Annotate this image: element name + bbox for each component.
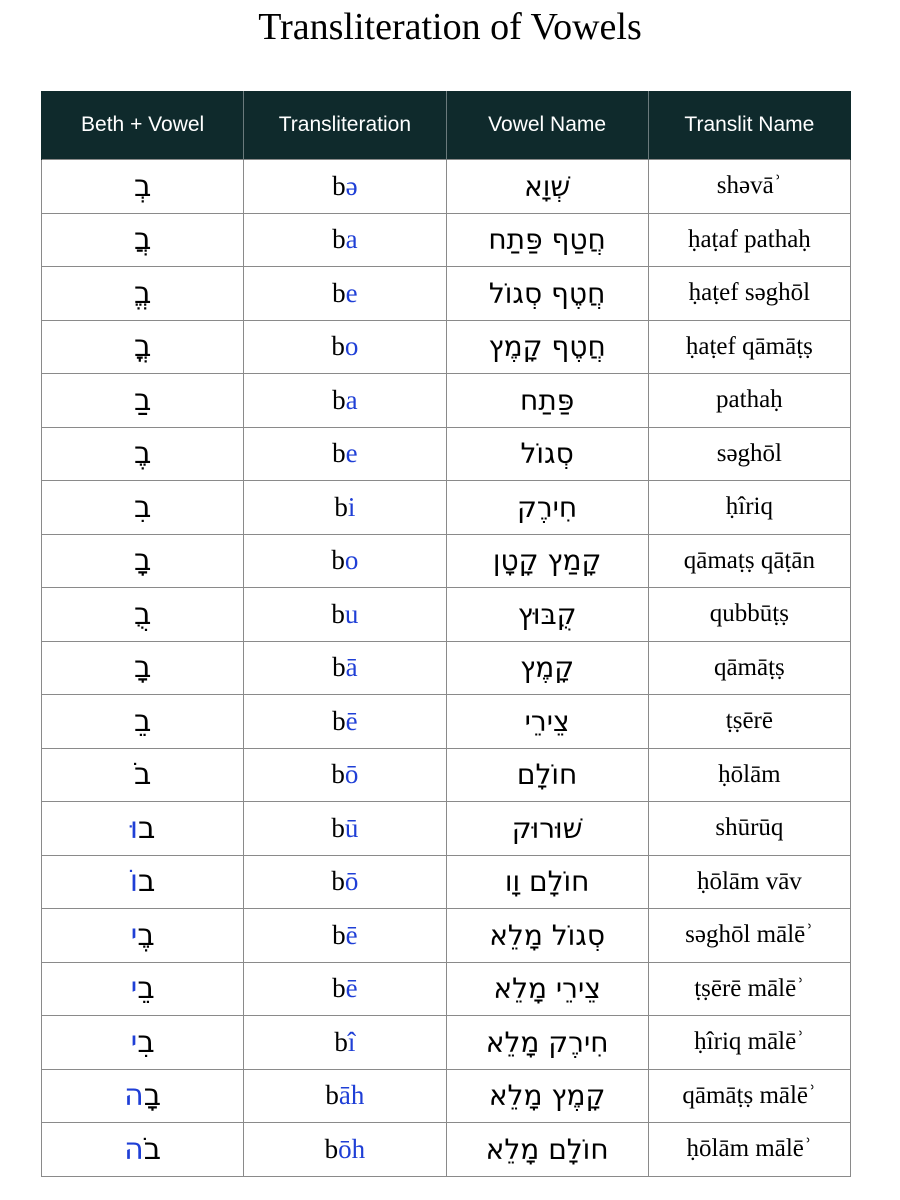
vowel-name-hebrew: חִירֶק (517, 490, 578, 524)
transliteration-cell (244, 588, 446, 642)
beth-vowel-glyph (130, 864, 156, 899)
vowel-name-cell (446, 1069, 648, 1123)
vowel-letter: וֹ (129, 864, 139, 900)
transliteration-cell (244, 695, 446, 749)
beth-vowel-cell (42, 641, 244, 695)
translit-vowel: a (345, 224, 358, 255)
transliteration-cell (244, 748, 446, 802)
vowel-name-cell (446, 534, 648, 588)
transliteration-cell (244, 962, 446, 1016)
translit-vowel: āh (338, 1080, 365, 1111)
translit-name-cell: ḥîriq (648, 481, 850, 535)
translit-vowel: e (345, 277, 358, 308)
beth-letter: בֹ (133, 757, 152, 793)
translit-name-cell: ḥaṭaf pathaḥ (648, 213, 850, 267)
translit-vowel: ē (345, 973, 358, 1004)
translit-consonant: b (324, 1133, 339, 1164)
vowel-letter: י (130, 1024, 138, 1060)
translit-name-cell: qāmaṭṣ qāṭān (648, 534, 850, 588)
beth-vowel-cell (42, 909, 244, 963)
vowel-name-cell (446, 695, 648, 749)
beth-vowel-cell (42, 481, 244, 535)
beth-letter: בֶ (133, 436, 152, 472)
table-row (42, 909, 851, 963)
beth-letter: בַ (133, 382, 152, 418)
translit-vowel: ə (345, 170, 358, 201)
translit-vowel: o (344, 331, 359, 362)
vowel-name-cell (446, 748, 648, 802)
table-row (42, 588, 851, 642)
translit-name-cell: qāmāṭṣ mālēʾ (648, 1069, 850, 1123)
transliteration-cell (244, 481, 446, 535)
beth-vowel-glyph (134, 704, 151, 739)
translit-consonant: b (334, 1026, 348, 1057)
table-row (42, 213, 851, 267)
vowel-letter: ה (124, 1078, 144, 1114)
translit-name-cell: qubbūṭṣ (648, 588, 850, 642)
header-vowel-name: Vowel Name (446, 91, 648, 160)
vowel-name-cell (446, 641, 648, 695)
transliteration-cell (244, 320, 446, 374)
translit-vowel: ā (345, 652, 358, 683)
vowel-name-hebrew: שְׁוָא (524, 169, 571, 203)
vowel-letter: ה (124, 1131, 144, 1167)
beth-vowel-glyph (134, 169, 151, 204)
beth-vowel-glyph (134, 650, 151, 685)
beth-vowel-cell (42, 534, 244, 588)
vowel-name-cell (446, 1016, 648, 1070)
vowel-name-hebrew: צֵירֵי מָלֵא (493, 972, 601, 1006)
vowel-name-hebrew: חוֹלָם (516, 758, 578, 792)
table-row (42, 534, 851, 588)
translit-name-cell: qāmāṭṣ (648, 641, 850, 695)
translit-consonant: b (331, 812, 345, 843)
vowel-name-cell (446, 374, 648, 428)
vowel-name-cell (446, 909, 648, 963)
header-transliteration: Transliteration (244, 91, 446, 160)
vowel-letter: וּ (129, 810, 139, 846)
vowel-name-cell (446, 1123, 648, 1177)
vowel-table (41, 91, 851, 1177)
translit-consonant: b (332, 973, 346, 1004)
table-body (42, 160, 851, 1177)
beth-letter: ב (138, 810, 156, 846)
translit-vowel: i (347, 491, 356, 522)
beth-vowel-glyph (134, 597, 151, 632)
beth-vowel-glyph (134, 329, 151, 364)
beth-vowel-cell (42, 427, 244, 481)
translit-consonant: b (325, 1080, 339, 1111)
beth-letter: בֹ (143, 1131, 162, 1167)
beth-vowel-glyph (134, 436, 151, 471)
beth-vowel-cell (42, 374, 244, 428)
vowel-name-cell (446, 213, 648, 267)
transliteration-cell (244, 427, 446, 481)
vowel-letter: י (130, 971, 138, 1007)
translit-name-cell: pathaḥ (648, 374, 850, 428)
translit-vowel: u (344, 598, 359, 629)
transliteration-cell (244, 267, 446, 321)
translit-name-cell: ḥōlām mālēʾ (648, 1123, 850, 1177)
table-row (42, 802, 851, 856)
beth-letter: בִ (137, 1024, 155, 1060)
header-row (42, 91, 851, 160)
beth-vowel-glyph (134, 276, 151, 311)
transliteration-cell (244, 909, 446, 963)
beth-vowel-cell (42, 588, 244, 642)
translit-consonant: b (332, 705, 346, 736)
beth-vowel-glyph (131, 918, 155, 953)
beth-vowel-glyph (134, 543, 151, 578)
translit-name-cell: ḥōlām (648, 748, 850, 802)
vowel-name-hebrew: שׁוּרוּק (511, 811, 583, 845)
translit-vowel: ū (344, 812, 359, 843)
translit-name-cell: ḥōlām vāv (648, 855, 850, 909)
translit-consonant: b (331, 598, 345, 629)
beth-letter: בִ (133, 489, 152, 525)
vowel-name-cell (446, 481, 648, 535)
translit-vowel: o (344, 545, 359, 576)
vowel-name-hebrew: קָמֶץ (520, 651, 575, 685)
translit-vowel: ōh (338, 1133, 366, 1164)
vowel-name-cell (446, 588, 648, 642)
beth-vowel-glyph (134, 222, 151, 257)
vowel-name-cell (446, 802, 648, 856)
table-row (42, 427, 851, 481)
beth-vowel-glyph (124, 1078, 161, 1113)
vowel-name-hebrew: קָמֶץ מָלֵא (488, 1079, 606, 1113)
translit-name-cell: ḥaṭef qāmāṭṣ (648, 320, 850, 374)
translit-name-cell: ḥaṭef səghōl (648, 267, 850, 321)
translit-consonant: b (332, 384, 346, 415)
beth-vowel-cell (42, 1069, 244, 1123)
vowel-name-hebrew: פַּתַח (520, 383, 575, 417)
beth-letter: בֻ (133, 596, 152, 632)
table-row (42, 748, 851, 802)
translit-vowel: ē (345, 919, 358, 950)
beth-letter: בֵ (133, 703, 152, 739)
beth-vowel-glyph (130, 811, 156, 846)
beth-vowel-glyph (124, 1132, 161, 1167)
beth-letter: בְ (133, 168, 152, 204)
beth-letter: בָ (143, 1078, 162, 1114)
translit-name-cell: ṭṣērē mālēʾ (648, 962, 850, 1016)
table-row (42, 962, 851, 1016)
beth-vowel-cell (42, 962, 244, 1016)
beth-vowel-glyph (131, 1025, 155, 1060)
beth-letter: בָ (133, 650, 152, 686)
transliteration-cell (244, 213, 446, 267)
transliteration-cell (244, 534, 446, 588)
translit-vowel: î (347, 1026, 356, 1057)
beth-vowel-glyph (134, 383, 151, 418)
vowel-name-hebrew: חוֹלָם מָלֵא (485, 1132, 609, 1166)
translit-vowel: a (345, 384, 358, 415)
vowel-name-cell (446, 320, 648, 374)
header-beth-vowel: Beth + Vowel (42, 91, 244, 160)
translit-consonant: b (332, 652, 346, 683)
translit-name-cell: ṭṣērē (648, 695, 850, 749)
vowel-name-hebrew: חוֹלָם וָו (504, 865, 590, 899)
transliteration-cell (244, 1069, 446, 1123)
translit-consonant: b (331, 866, 345, 897)
beth-vowel-cell (42, 1123, 244, 1177)
table-row (42, 374, 851, 428)
transliteration-cell (244, 1016, 446, 1070)
beth-vowel-glyph (134, 757, 151, 792)
transliteration-cell (244, 374, 446, 428)
translit-name-cell: səghōl (648, 427, 850, 481)
beth-vowel-cell (42, 748, 244, 802)
translit-consonant: b (334, 491, 348, 522)
translit-name-cell: səghōl mālēʾ (648, 909, 850, 963)
vowel-name-hebrew: חִירֶק מָלֵא (485, 1025, 609, 1059)
translit-vowel: ō (344, 866, 359, 897)
vowel-name-hebrew: קָמַץ קָטָן (492, 544, 602, 578)
vowel-name-cell (446, 427, 648, 481)
page-title: Transliteration of Vowels (258, 6, 642, 48)
translit-consonant: b (331, 545, 345, 576)
beth-vowel-cell (42, 695, 244, 749)
vowel-name-cell (446, 962, 648, 1016)
vowel-name-hebrew: סְגוֹל מָלֵא (489, 918, 606, 952)
vowel-letter: י (130, 917, 138, 953)
vowel-name-hebrew: חֲטֶף קָמֶץ (488, 330, 606, 364)
vowel-name-hebrew: חֲטֶף סְגוֹל (488, 276, 606, 310)
table-row (42, 267, 851, 321)
transliteration-cell (244, 1123, 446, 1177)
table-header (42, 91, 851, 160)
translit-vowel: ō (344, 759, 359, 790)
table-row (42, 160, 851, 214)
beth-letter: ב (138, 864, 156, 900)
transliteration-cell (244, 802, 446, 856)
table-row (42, 1069, 851, 1123)
translit-vowel: e (345, 438, 358, 469)
beth-vowel-glyph (131, 971, 155, 1006)
beth-letter: בֶ (137, 917, 155, 953)
translit-consonant: b (332, 919, 346, 950)
header-translit-name: Translit Name (648, 91, 850, 160)
translit-name-cell: ḥîriq mālēʾ (648, 1016, 850, 1070)
translit-consonant: b (332, 224, 346, 255)
table-row (42, 855, 851, 909)
beth-letter: בֳ (133, 329, 152, 365)
translit-consonant: b (332, 170, 346, 201)
translit-consonant: b (331, 759, 345, 790)
vowel-name-cell (446, 160, 648, 214)
table-row (42, 320, 851, 374)
beth-letter: בֵ (137, 971, 155, 1007)
beth-vowel-cell (42, 267, 244, 321)
transliteration-cell (244, 160, 446, 214)
vowel-name-cell (446, 855, 648, 909)
beth-letter: בֱ (133, 275, 152, 311)
beth-vowel-cell (42, 160, 244, 214)
table-row (42, 641, 851, 695)
transliteration-cell (244, 855, 446, 909)
table-row (42, 695, 851, 749)
beth-vowel-cell (42, 855, 244, 909)
table-row (42, 1123, 851, 1177)
translit-consonant: b (331, 331, 345, 362)
translit-consonant: b (332, 438, 346, 469)
beth-vowel-cell (42, 802, 244, 856)
vowel-name-cell (446, 267, 648, 321)
vowel-name-hebrew: צֵירֵי (524, 704, 570, 738)
vowel-name-hebrew: קֻבּוּץ (517, 597, 577, 631)
table-row (42, 1016, 851, 1070)
beth-vowel-cell (42, 213, 244, 267)
beth-letter: בֲ (133, 222, 152, 258)
vowel-name-hebrew: חֲטַף פַּתַח (488, 223, 606, 257)
beth-letter: בָ (133, 543, 152, 579)
translit-name-cell: shūrūq (648, 802, 850, 856)
translit-consonant: b (332, 277, 346, 308)
beth-vowel-glyph (134, 490, 151, 525)
translit-name-cell: shəvāʾ (648, 160, 850, 214)
beth-vowel-cell (42, 1016, 244, 1070)
beth-vowel-cell (42, 320, 244, 374)
transliteration-cell (244, 641, 446, 695)
translit-vowel: ē (345, 705, 358, 736)
table-row (42, 481, 851, 535)
vowel-name-hebrew: סְגוֹל (520, 437, 574, 471)
